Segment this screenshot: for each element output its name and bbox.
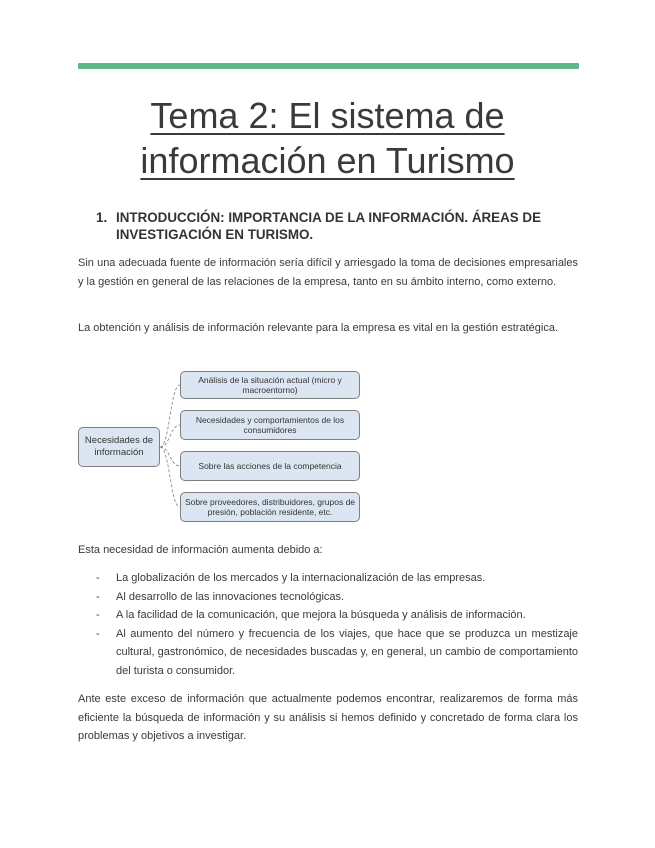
section-number: 1. [96,210,108,225]
paragraph-2: La obtención y análisis de información relevante para la empresa es vital en la gestión estratégica. [78,322,558,334]
page-title-line-2: información en Turismo [140,140,515,181]
section-heading-text: INTRODUCCIÓN: IMPORTANCIA DE LA INFORMACIÓN. ÁREAS DE INVESTIGACIÓN EN TURISMO. [116,210,542,242]
list-item-text: Al desarrollo de las innovaciones tecnológicas. [116,590,345,603]
paragraph-3: Esta necesidad de información aumenta debido a: [78,544,323,556]
section-heading [96,209,580,243]
connector-4 [160,447,180,507]
diagram-branch-4: Sobre proveedores, distribuidores, grupos de presión, población residente, etc. [180,492,360,522]
list-item-text: La globalización de los mercados y la internacionalización de las empresas. [116,572,486,584]
information-needs-diagram [78,365,368,527]
bullet-marker: - [96,572,100,584]
list-item [78,588,578,607]
list-item [78,569,578,588]
reasons-list [78,569,578,680]
list-item-text: A la facilidad de la comunicación, que mejora la búsqueda y análisis de información. [116,609,526,621]
bullet-marker: - [96,609,100,621]
connector-3 [160,447,180,466]
connector-1 [160,385,180,447]
diagram-branch-2: Necesidades y comportamientos de los consumidores [180,410,360,440]
page-title-line-1: Tema 2: El sistema de [150,95,505,136]
bullet-marker: - [96,627,100,640]
list-item [78,606,578,625]
diagram-root-box: Necesidades de información [78,427,160,467]
bullet-marker: - [96,590,100,603]
list-item [78,625,578,681]
list-item-text: Al aumento del número y frecuencia de los viajes, que hace que se produzca un mestizaje cultural, gastronómico, de necesidades buscadas y, en general, un cambio de comportamiento del turista o consumidor. [116,627,578,677]
header-accent-bar [78,63,579,69]
diagram-branch-3: Sobre las acciones de la competencia [180,451,360,481]
diagram-branch-1: Análisis de la situación actual (micro y macroentorno) [180,371,360,399]
paragraph-1: Sin una adecuada fuente de información sería difícil y arriesgado la toma de decisiones empresariales y la gestión en general de las relaciones de la empresa, tanto en su ámbito interno, como externo. [78,257,578,288]
paragraph-4: Ante este exceso de información que actualmente podemos encontrar, realizaremos de forma más eficiente la búsqueda de información y su análisis si hemos definido y concretado de forma clara los problemas y objetivos a investigar. [78,693,578,742]
connector-2 [160,425,180,447]
